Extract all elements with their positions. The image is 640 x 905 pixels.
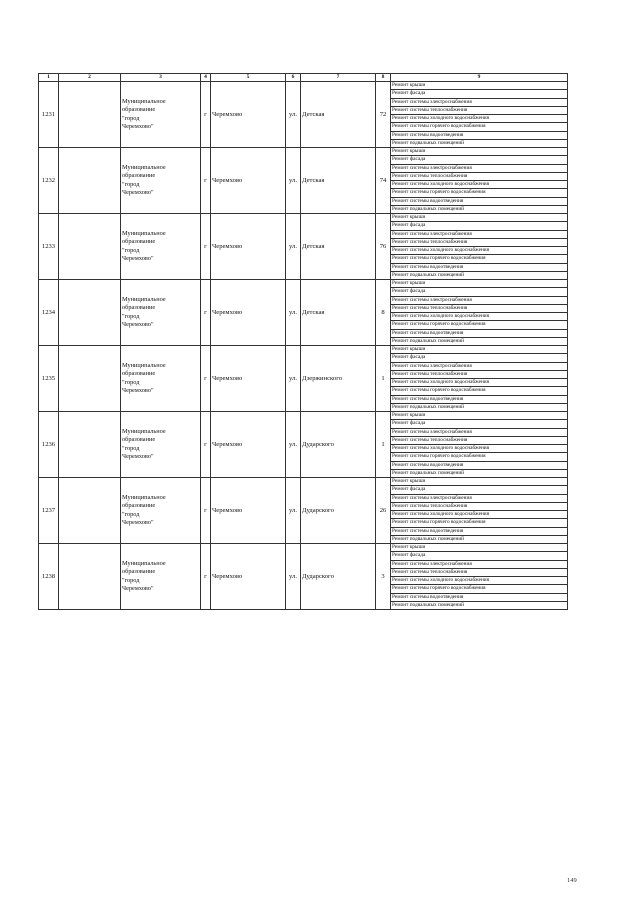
municipality-line: "город: [122, 180, 140, 188]
repair-work-item: Ремонт системы холодного водоснабжения: [391, 247, 568, 255]
repair-work-item: Ремонт системы теплоснабжения: [391, 502, 568, 510]
municipality-line: "город: [122, 378, 140, 386]
repair-work-item: Ремонт крыши: [391, 412, 568, 420]
table-row: [39, 346, 568, 354]
house-number: 76: [376, 214, 391, 280]
municipality-line: Черемхово": [122, 452, 154, 460]
street-name: Детская: [301, 280, 376, 346]
municipality-line: Черемхово": [122, 122, 154, 130]
municipality-cell: [121, 478, 201, 544]
column-header-6: 6: [286, 74, 301, 82]
repair-work-item: Ремонт подвальных помещений: [391, 403, 568, 411]
municipality-line: "город: [122, 114, 140, 122]
settlement-type: г: [201, 478, 211, 544]
street-name: Дударского: [301, 544, 376, 610]
settlement-name: Черемхово: [211, 280, 286, 346]
table-header-row: [39, 74, 568, 82]
street-name: Детская: [301, 82, 376, 148]
column-2-cell: [59, 280, 121, 346]
record-number: 1231: [39, 82, 59, 148]
street-type: ул.: [286, 412, 301, 478]
repair-work-item: Ремонт системы водоотведения: [391, 395, 568, 403]
repair-work-item: Ремонт подвальных помещений: [391, 601, 568, 609]
record-number: 1235: [39, 346, 59, 412]
repair-work-item: Ремонт крыши: [391, 478, 568, 486]
repair-work-item: Ремонт системы электроснабжения: [391, 98, 568, 106]
repair-work-item: Ремонт системы электроснабжения: [391, 230, 568, 238]
repair-work-item: Ремонт подвальных помещений: [391, 535, 568, 543]
street-type: ул.: [286, 280, 301, 346]
street-name: Дзержинского: [301, 346, 376, 412]
repair-work-item: Ремонт фасада: [391, 486, 568, 494]
page-number: 149: [567, 877, 577, 884]
record-number: 1233: [39, 214, 59, 280]
street-type: ул.: [286, 214, 301, 280]
street-type: ул.: [286, 82, 301, 148]
table-row: [39, 478, 568, 486]
repair-work-item: Ремонт крыши: [391, 346, 568, 354]
municipality-line: Черемхово": [122, 386, 154, 394]
repair-work-item: Ремонт системы электроснабжения: [391, 362, 568, 370]
repair-work-item: Ремонт фасада: [391, 288, 568, 296]
repair-work-item: Ремонт системы горячего водоснабжения: [391, 453, 568, 461]
repair-work-item: Ремонт системы горячего водоснабжения: [391, 123, 568, 131]
repair-work-item: Ремонт системы холодного водоснабжения: [391, 379, 568, 387]
repair-work-item: Ремонт системы теплоснабжения: [391, 370, 568, 378]
table-body: [39, 82, 568, 610]
repair-work-item: Ремонт системы электроснабжения: [391, 494, 568, 502]
repair-work-item: Ремонт системы электроснабжения: [391, 164, 568, 172]
municipality-line: Муниципальное: [122, 164, 166, 172]
repair-work-item: Ремонт системы водоотведения: [391, 263, 568, 271]
repair-work-item: Ремонт подвальных помещений: [391, 205, 568, 213]
repair-work-item: Ремонт системы теплоснабжения: [391, 436, 568, 444]
repair-work-item: Ремонт системы горячего водоснабжения: [391, 585, 568, 593]
column-2-cell: [59, 412, 121, 478]
municipality-line: образование: [122, 370, 156, 378]
table-row: [39, 280, 568, 288]
settlement-name: Черемхово: [211, 346, 286, 412]
house-number: 74: [376, 148, 391, 214]
municipality-line: "город: [122, 246, 140, 254]
repair-work-item: Ремонт системы электроснабжения: [391, 296, 568, 304]
municipality-cell: [121, 544, 201, 610]
repair-work-item: Ремонт фасада: [391, 552, 568, 560]
municipality-line: Муниципальное: [122, 98, 166, 106]
municipality-line: Черемхово": [122, 188, 154, 196]
column-2-cell: [59, 214, 121, 280]
repair-work-item: Ремонт системы теплоснабжения: [391, 238, 568, 246]
repair-work-item: Ремонт системы теплоснабжения: [391, 568, 568, 576]
repair-work-item: Ремонт крыши: [391, 148, 568, 156]
repair-work-item: Ремонт системы электроснабжения: [391, 428, 568, 436]
settlement-name: Черемхово: [211, 214, 286, 280]
settlement-type: г: [201, 346, 211, 412]
street-name: Детская: [301, 214, 376, 280]
repair-work-item: Ремонт системы холодного водоснабжения: [391, 511, 568, 519]
settlement-type: г: [201, 544, 211, 610]
column-2-cell: [59, 148, 121, 214]
table-row: [39, 412, 568, 420]
municipality-line: Черемхово": [122, 254, 154, 262]
street-name: Дударского: [301, 412, 376, 478]
settlement-type: г: [201, 82, 211, 148]
settlement-name: Черемхово: [211, 412, 286, 478]
settlement-type: г: [201, 148, 211, 214]
settlement-type: г: [201, 280, 211, 346]
repair-work-item: Ремонт фасада: [391, 156, 568, 164]
repair-work-item: Ремонт системы горячего водоснабжения: [391, 519, 568, 527]
settlement-name: Черемхово: [211, 478, 286, 544]
column-header-8: 8: [376, 74, 391, 82]
record-number: 1232: [39, 148, 59, 214]
municipality-cell: [121, 148, 201, 214]
repair-work-item: Ремонт системы водоотведения: [391, 461, 568, 469]
column-header-7: 7: [301, 74, 376, 82]
repair-work-item: Ремонт системы холодного водоснабжения: [391, 577, 568, 585]
municipality-line: "город: [122, 510, 140, 518]
street-type: ул.: [286, 544, 301, 610]
column-header-4: 4: [201, 74, 211, 82]
repair-work-item: Ремонт фасада: [391, 354, 568, 362]
repair-work-item: Ремонт крыши: [391, 214, 568, 222]
repair-work-item: Ремонт системы теплоснабжения: [391, 172, 568, 180]
municipality-line: образование: [122, 436, 156, 444]
repair-work-item: Ремонт подвальных помещений: [391, 271, 568, 279]
municipality-line: Муниципальное: [122, 362, 166, 370]
street-name: Детская: [301, 148, 376, 214]
municipality-cell: [121, 82, 201, 148]
column-2-cell: [59, 544, 121, 610]
record-number: 1238: [39, 544, 59, 610]
column-2-cell: [59, 82, 121, 148]
house-number: 1: [376, 412, 391, 478]
municipality-line: Муниципальное: [122, 428, 166, 436]
column-2-cell: [59, 346, 121, 412]
column-header-5: 5: [211, 74, 286, 82]
record-number: 1236: [39, 412, 59, 478]
municipality-line: образование: [122, 106, 156, 114]
municipality-line: Муниципальное: [122, 230, 166, 238]
table-row: [39, 214, 568, 222]
repair-work-item: Ремонт системы электроснабжения: [391, 560, 568, 568]
record-number: 1237: [39, 478, 59, 544]
repair-work-item: Ремонт системы холодного водоснабжения: [391, 313, 568, 321]
column-header-2: 2: [59, 74, 121, 82]
house-number: 8: [376, 280, 391, 346]
municipality-line: Черемхово": [122, 518, 154, 526]
repair-work-item: Ремонт крыши: [391, 544, 568, 552]
table-row: [39, 82, 568, 90]
municipality-line: Муниципальное: [122, 560, 166, 568]
street-name: Дударского: [301, 478, 376, 544]
municipality-line: образование: [122, 568, 156, 576]
table-row: [39, 148, 568, 156]
house-number: 26: [376, 478, 391, 544]
settlement-type: г: [201, 214, 211, 280]
table-row: [39, 544, 568, 552]
municipality-line: Муниципальное: [122, 494, 166, 502]
settlement-name: Черемхово: [211, 82, 286, 148]
house-number: 3: [376, 544, 391, 610]
repair-work-item: Ремонт системы водоотведения: [391, 131, 568, 139]
repair-work-item: Ремонт системы горячего водоснабжения: [391, 255, 568, 263]
settlement-type: г: [201, 412, 211, 478]
repair-register-table: [38, 73, 568, 610]
municipality-cell: [121, 280, 201, 346]
repair-work-item: Ремонт крыши: [391, 82, 568, 90]
municipality-line: Муниципальное: [122, 296, 166, 304]
column-header-1: 1: [39, 74, 59, 82]
repair-work-item: Ремонт подвальных помещений: [391, 337, 568, 345]
repair-work-item: Ремонт системы теплоснабжения: [391, 304, 568, 312]
municipality-cell: [121, 412, 201, 478]
municipality-line: образование: [122, 502, 156, 510]
street-type: ул.: [286, 478, 301, 544]
repair-work-item: Ремонт подвальных помещений: [391, 139, 568, 147]
municipality-line: Черемхово": [122, 584, 154, 592]
repair-work-item: Ремонт системы горячего водоснабжения: [391, 189, 568, 197]
record-number: 1234: [39, 280, 59, 346]
municipality-line: "город: [122, 576, 140, 584]
repair-work-item: Ремонт системы водоотведения: [391, 593, 568, 601]
repair-work-item: Ремонт крыши: [391, 280, 568, 288]
street-type: ул.: [286, 148, 301, 214]
house-number: 1: [376, 346, 391, 412]
repair-work-item: Ремонт системы теплоснабжения: [391, 106, 568, 114]
settlement-name: Черемхово: [211, 148, 286, 214]
municipality-line: образование: [122, 172, 156, 180]
municipality-line: образование: [122, 238, 156, 246]
column-header-9: 9: [391, 74, 568, 82]
repair-work-item: Ремонт фасада: [391, 222, 568, 230]
repair-work-item: Ремонт системы водоотведения: [391, 197, 568, 205]
repair-work-item: Ремонт системы горячего водоснабжения: [391, 321, 568, 329]
repair-work-item: Ремонт системы холодного водоснабжения: [391, 115, 568, 123]
municipality-cell: [121, 346, 201, 412]
municipality-cell: [121, 214, 201, 280]
column-header-3: 3: [121, 74, 201, 82]
repair-work-item: Ремонт системы водоотведения: [391, 527, 568, 535]
house-number: 72: [376, 82, 391, 148]
column-2-cell: [59, 478, 121, 544]
settlement-name: Черемхово: [211, 544, 286, 610]
repair-work-item: Ремонт системы холодного водоснабжения: [391, 445, 568, 453]
municipality-line: образование: [122, 304, 156, 312]
repair-work-item: Ремонт системы горячего водоснабжения: [391, 387, 568, 395]
municipality-line: "город: [122, 312, 140, 320]
municipality-line: Черемхово": [122, 320, 154, 328]
repair-work-item: Ремонт фасада: [391, 420, 568, 428]
repair-work-item: Ремонт подвальных помещений: [391, 469, 568, 477]
municipality-line: "город: [122, 444, 140, 452]
repair-work-item: Ремонт системы холодного водоснабжения: [391, 181, 568, 189]
street-type: ул.: [286, 346, 301, 412]
repair-work-item: Ремонт системы водоотведения: [391, 329, 568, 337]
repair-work-item: Ремонт фасада: [391, 90, 568, 98]
